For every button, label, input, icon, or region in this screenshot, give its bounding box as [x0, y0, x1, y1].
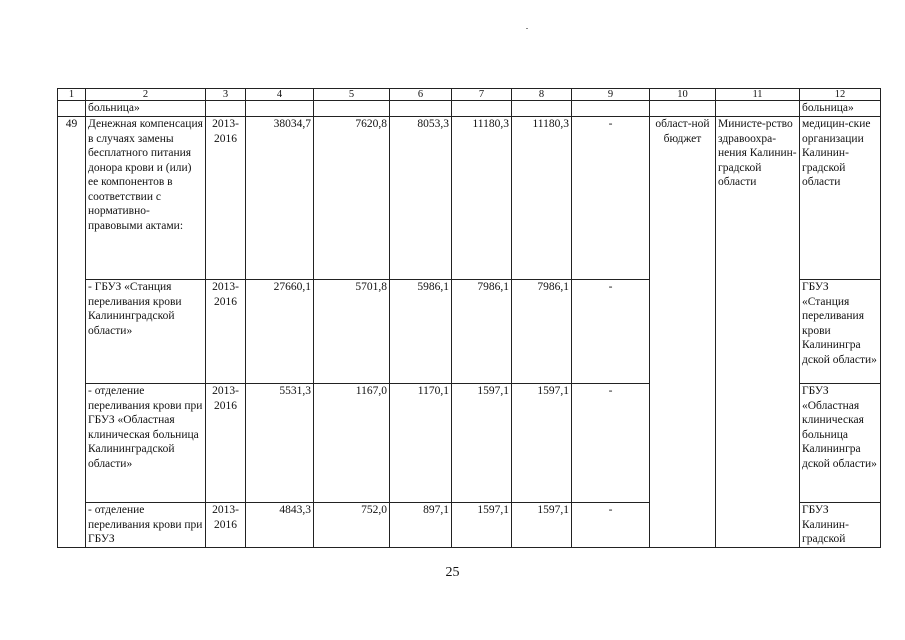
item-name: Денежная компенсация в случаях замены бесплатного питания донора крови и (или) ее компонентов в соответствии с нормативно-правовыми актами:	[86, 117, 206, 280]
item-name: - ГБУЗ «Станция переливания крови Калининградской области»	[86, 280, 206, 384]
value-2013: 1167,0	[314, 384, 390, 503]
executor-cell: ГБУЗ «Областная клиническая больница Калинингра дской области»	[800, 384, 881, 503]
value-col9: -	[572, 280, 650, 384]
executor-cell: медицин-ские организации Калинин-градской области	[800, 117, 881, 280]
scan-speck	[526, 28, 528, 29]
value-2016: 1597,1	[512, 384, 572, 503]
value-2016: 11180,3	[512, 117, 572, 280]
cont-executor-cell: больница»	[800, 101, 881, 117]
header-cell: 3	[206, 89, 246, 101]
value-2016: 7986,1	[512, 280, 572, 384]
header-row	[58, 89, 881, 101]
header-cell: 1	[58, 89, 86, 101]
header-cell: 6	[390, 89, 452, 101]
executor-cell: ГБУЗ «Станция переливания крови Калинингра дской области»	[800, 280, 881, 384]
value-2015: 7986,1	[452, 280, 512, 384]
header-cell: 11	[716, 89, 800, 101]
page-number: 25	[445, 565, 460, 580]
row-number: 49	[58, 117, 86, 548]
value-2014: 8053,3	[390, 117, 452, 280]
value-col9: -	[572, 384, 650, 503]
value-2013: 5701,8	[314, 280, 390, 384]
value-col9: -	[572, 117, 650, 280]
executor-cell: ГБУЗ Калинин-градской	[800, 503, 881, 548]
header-cell: 12	[800, 89, 881, 101]
period-cell: 2013-2016	[206, 503, 246, 548]
value-2013: 752,0	[314, 503, 390, 548]
header-cell: 4	[246, 89, 314, 101]
header-cell: 2	[86, 89, 206, 101]
header-cell: 9	[572, 89, 650, 101]
value-total: 27660,1	[246, 280, 314, 384]
period-cell: 2013-2016	[206, 384, 246, 503]
continuation-row	[58, 101, 881, 117]
responsible-ministry: Министе-рство здравоохра-нения Калинин-градской области	[716, 117, 800, 548]
budget-table	[57, 88, 881, 548]
value-2016: 1597,1	[512, 503, 572, 548]
cont-name-cell: больница»	[86, 101, 206, 117]
item-name: - отделение переливания крови при ГБУЗ «Областная клиническая больница Калининградской области»	[86, 384, 206, 503]
header-cell: 8	[512, 89, 572, 101]
item-name: - отделение переливания крови при ГБУЗ	[86, 503, 206, 548]
value-2014: 5986,1	[390, 280, 452, 384]
period-cell: 2013-2016	[206, 280, 246, 384]
value-2015: 1597,1	[452, 503, 512, 548]
value-2014: 897,1	[390, 503, 452, 548]
header-cell: 10	[650, 89, 716, 101]
value-2015: 1597,1	[452, 384, 512, 503]
value-2014: 1170,1	[390, 384, 452, 503]
period-cell: 2013-2016	[206, 117, 246, 280]
value-total: 4843,3	[246, 503, 314, 548]
table-row	[58, 117, 881, 280]
value-2013: 7620,8	[314, 117, 390, 280]
funding-source: област-ной бюджет	[650, 117, 716, 548]
header-cell: 7	[452, 89, 512, 101]
value-total: 38034,7	[246, 117, 314, 280]
value-total: 5531,3	[246, 384, 314, 503]
value-col9: -	[572, 503, 650, 548]
header-cell: 5	[314, 89, 390, 101]
value-2015: 11180,3	[452, 117, 512, 280]
